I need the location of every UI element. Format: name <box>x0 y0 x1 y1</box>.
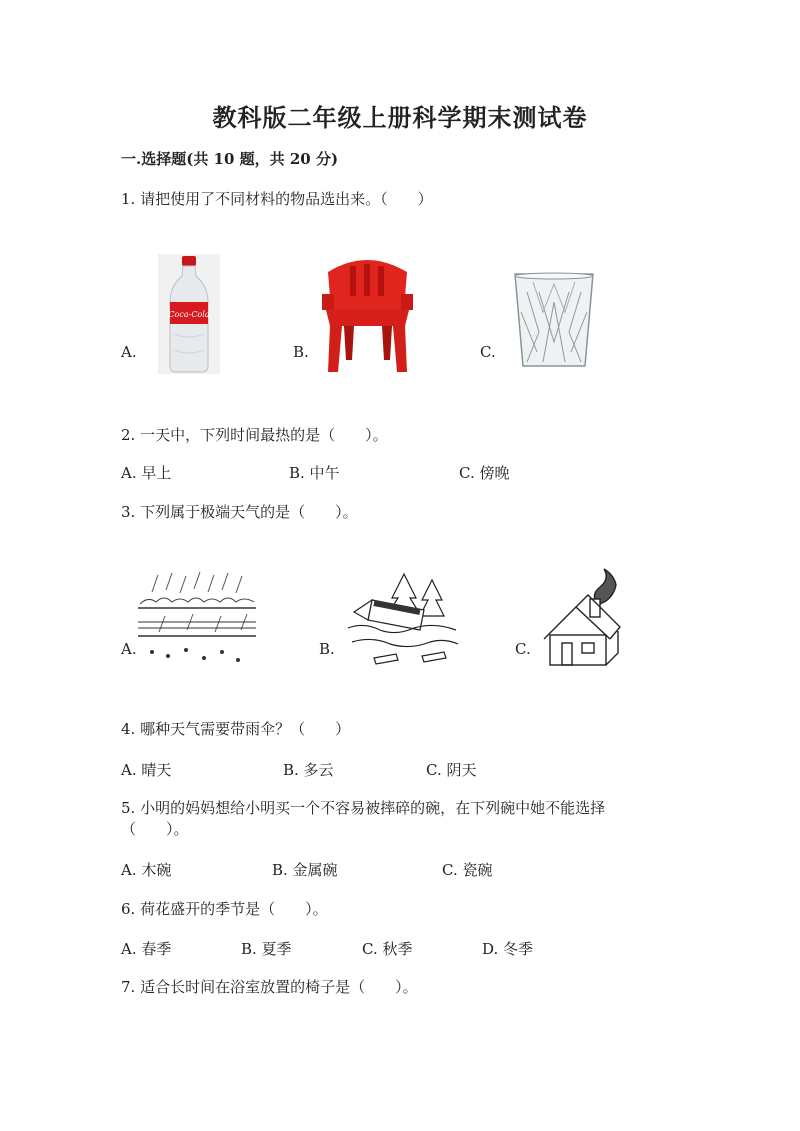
cola-label-text: Coca-Cola <box>168 310 210 319</box>
question-2: 2. 一天中，下列时间最热的是（ ）。 <box>121 426 388 444</box>
q5-option-b: B. 金属碗 <box>272 861 338 879</box>
question-5-line-1: 5. 小明的妈妈想给小明买一个不容易被摔碎的碗，在下列碗中她不能选择 <box>121 799 606 817</box>
q2-option-b: B. 中午 <box>289 464 340 482</box>
red-plastic-chair-image <box>320 252 415 374</box>
section-heading: 一.选择题(共 10 题，共 20 分) <box>121 150 339 168</box>
question-5-line-2: （ ）。 <box>121 820 189 838</box>
question-7: 7. 适合长时间在浴室放置的椅子是（ ）。 <box>121 978 418 996</box>
q1-option-b: B. <box>293 343 309 361</box>
flood-house-drawing-image <box>344 570 462 670</box>
q1-option-a: A. <box>121 343 137 361</box>
page-title: 教科版二年级上册科学期末测试卷 <box>212 103 588 132</box>
coca-cola-bottle-image <box>158 254 220 374</box>
q2-option-a: A. 早上 <box>121 464 172 482</box>
house-chimney-drawing-image <box>540 565 622 669</box>
q3-option-a: A. <box>121 640 137 658</box>
q6-option-b: B. 夏季 <box>241 940 292 958</box>
q5-option-c: C. 瓷碗 <box>442 861 493 879</box>
question-1: 1. 请把使用了不同材料的物品选出来。（ ） <box>121 190 433 208</box>
q4-option-a: A. 晴天 <box>121 761 172 779</box>
glass-cup-image <box>513 272 595 370</box>
question-3: 3. 下列属于极端天气的是（ ）。 <box>121 503 358 521</box>
rainstorm-drawing-image <box>138 570 256 670</box>
q6-option-c: C. 秋季 <box>362 940 413 958</box>
q1-option-c: C. <box>480 343 496 361</box>
q6-option-d: D. 冬季 <box>482 940 534 958</box>
q3-option-c: C. <box>515 640 531 658</box>
q5-option-a: A. 木碗 <box>121 861 172 879</box>
q4-option-b: B. 多云 <box>283 761 334 779</box>
question-6: 6. 荷花盛开的季节是（ ）。 <box>121 900 328 918</box>
question-4: 4. 哪种天气需要带雨伞？（ ） <box>121 720 351 738</box>
q6-option-a: A. 春季 <box>121 940 172 958</box>
q3-option-b: B. <box>319 640 335 658</box>
q4-option-c: C. 阴天 <box>426 761 477 779</box>
q2-option-c: C. 傍晚 <box>459 464 510 482</box>
